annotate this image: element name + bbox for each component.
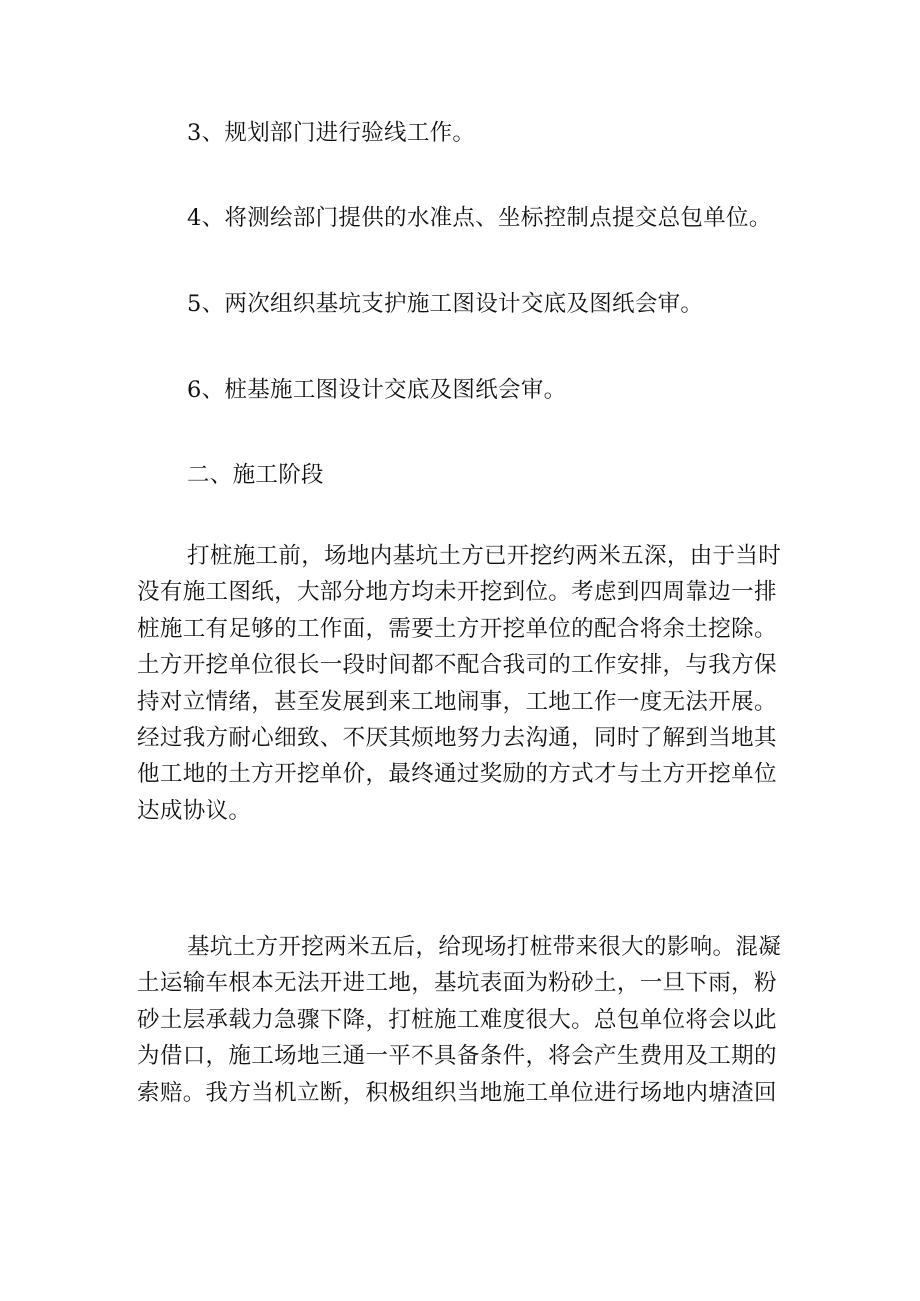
paragraph-line: 土运输车根本无法开进工地，基坑表面为粉砂土，一旦下雨，粉 xyxy=(137,970,777,997)
paragraph-line: 他工地的土方开挖单价，最终通过奖励的方式才与土方开挖单位 xyxy=(137,761,777,788)
section-heading: 二、施工阶段 xyxy=(187,462,324,488)
paragraph-2 xyxy=(137,929,797,1111)
paragraph-line: 经过我方耐心细致、不厌其烦地努力去沟通，同时了解到当地其 xyxy=(137,725,777,752)
paragraph-line: 没有施工图纸，大部分地方均未开挖到位。考虑到四周靠边一排 xyxy=(137,579,777,606)
paragraph-1 xyxy=(137,538,797,829)
list-item-4: 4、将测绘部门提供的水准点、坐标控制点提交总包单位。 xyxy=(187,205,772,231)
paragraph-line: 为借口，施工场地三通一平不具备条件，将会产生费用及工期的 xyxy=(137,1043,777,1070)
paragraph-line: 打桩施工前，场地内基坑土方已开挖约两米五深，由于当时 xyxy=(187,543,782,569)
list-item-6: 6、桩基施工图设计交底及图纸会审。 xyxy=(187,377,567,403)
paragraph-line: 桩施工有足够的工作面，需要土方开挖单位的配合将余土挖除。 xyxy=(137,615,777,642)
list-item-3: 3、规划部门进行验线工作。 xyxy=(187,120,476,146)
paragraph-line: 索赔。我方当机立断，积极组织当地施工单位进行场地内塘渣回 xyxy=(137,1079,777,1106)
paragraph-line: 持对立情绪，甚至发展到来工地闹事，工地工作一度无法开展。 xyxy=(137,688,777,715)
list-item-5: 5、两次组织基坑支护施工图设计交底及图纸会审。 xyxy=(187,291,704,317)
paragraph-line: 达成协议。 xyxy=(137,797,252,824)
paragraph-line: 基坑土方开挖两米五后，给现场打桩带来很大的影响。混凝 xyxy=(187,934,782,960)
paragraph-line: 土方开挖单位很长一段时间都不配合我司的工作安排，与我方保 xyxy=(137,652,777,679)
paragraph-line: 砂土层承载力急骤下降，打桩施工难度很大。总包单位将会以此 xyxy=(137,1006,777,1033)
